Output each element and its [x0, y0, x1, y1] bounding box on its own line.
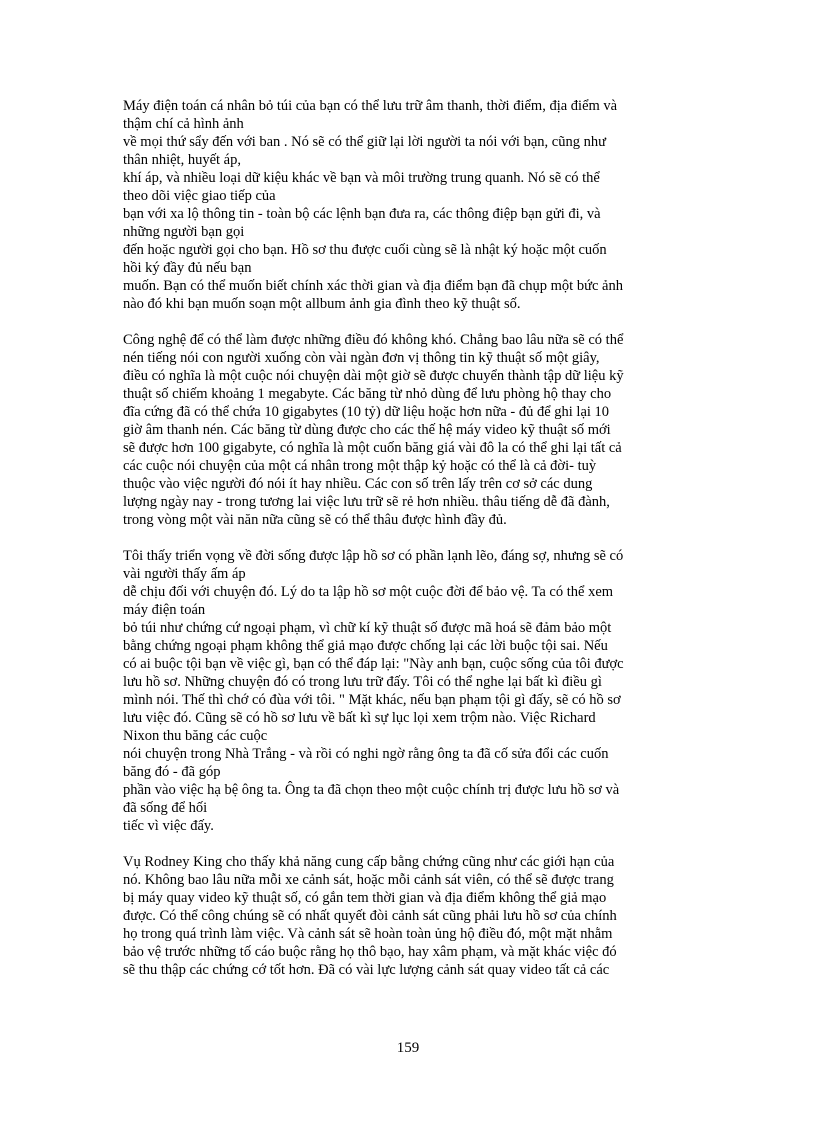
- text-line: điều có nghĩa là một cuộc nói chuyện dài một giờ sẽ được chuyển thành tập dữ liệu kỹ: [123, 368, 624, 384]
- text-line: lưu việc đó. Cũng sẽ có hồ sơ lưu về bất kì sự lục lọi xem trộm nào. Việc Richard: [123, 710, 596, 726]
- text-line: đến hoặc người gọi cho bạn. Hồ sơ thu được cuối cùng sẽ là nhật ký hoặc một cuốn: [123, 242, 607, 258]
- body-text: [123, 97, 695, 997]
- text-line: nói chuyện trong Nhà Trắng - và rồi có nghi ngờ rằng ông ta đã cố sửa đổi các cuốn: [123, 746, 609, 762]
- text-line: bỏ túi như chứng cứ ngoại phạm, vì chữ kí kỹ thuật số được mã hoá sẽ đảm bảo một: [123, 620, 612, 636]
- text-line: nào đó khi bạn muốn soạn một allbum ảnh gia đình theo kỹ thuật số.: [123, 296, 521, 312]
- paragraph: [123, 547, 695, 835]
- text-line: muốn. Bạn có thể muốn biết chính xác thời gian và địa điểm bạn đã chụp một bức ảnh: [123, 278, 623, 294]
- text-line: dễ chịu đối với chuyện đó. Lý do ta lập hồ sơ một cuộc đời để bảo vệ. Ta có thể xem: [123, 584, 614, 600]
- text-line: băng đó - đã góp: [123, 764, 221, 780]
- text-line: đã sống để hối: [123, 800, 208, 816]
- text-line: hồi ký đầy đủ nếu bạn: [123, 260, 252, 276]
- text-line: những người bạn gọi: [123, 224, 245, 240]
- text-line: có ai buộc tội bạn về việc gì, bạn có thể đáp lại: "Này anh bạn, cuộc sống của tôi được: [123, 656, 624, 672]
- text-line: Công nghệ để có thể làm được những điều đó không khó. Chẳng bao lâu nữa sẽ có thể: [123, 332, 624, 348]
- text-line: bằng chứng ngoại phạm không thể giả mạo được chống lại các lời buộc tội sai. Nếu: [123, 638, 608, 654]
- text-line: mình nói. Thế thì chớ có đùa với tôi. " Mặt khác, nếu bạn phạm tội gì đấy, sẽ có hồ sơ: [123, 692, 621, 708]
- text-line: về mọi thứ sẩy đến với ban . Nó sẽ có thể giữ lại lời người ta nói với bạn, cũng như: [123, 134, 606, 150]
- text-line: thuộc vào việc người đó nói ít hay nhiều. Các con số trên lấy trên cơ sở các dung: [123, 476, 593, 492]
- text-line: giờ âm thanh nén. Các băng từ dùng được cho các thế hệ máy video kỹ thuật số mới: [123, 422, 611, 438]
- text-line: thậm chí cả hình ảnh: [123, 116, 244, 132]
- text-line: Tôi thấy triển vọng về đời sống được lập hồ sơ có phần lạnh lẽo, đáng sợ, nhưng sẽ có: [123, 548, 624, 564]
- text-line: Vụ Rodney King cho thấy khả năng cung cấp bằng chứng cũng như các giới hạn của: [123, 854, 615, 870]
- text-line: bảo vệ trước những tố cáo buộc rằng họ thô bạo, hay xâm phạm, và mặt khác việc đó: [123, 944, 617, 960]
- text-line: sẽ thu thập các chứng cớ tốt hơn. Đã có vài lực lượng cảnh sát quay video tất cả các: [123, 962, 610, 978]
- page-number: 159: [396, 1040, 420, 1056]
- text-line: vài người thấy ấm áp: [123, 566, 246, 582]
- text-line: bạn với xa lộ thông tin - toàn bộ các lệnh bạn đưa ra, các thông điệp bạn gửi đi, và: [123, 206, 601, 222]
- text-line: họ trong quá trình làm việc. Và cảnh sát sẽ hoàn toàn ủng hộ điều đó, một mặt nhằm: [123, 926, 613, 942]
- text-line: thân nhiệt, huyết áp,: [123, 152, 241, 168]
- text-line: thuật số chiếm khoảng 1 megabyte. Các băng từ nhỏ dùng để lưu phòng hộ thay cho: [123, 386, 612, 402]
- text-line: trong vòng một vài năn nữa cũng sẽ có thể thâu được hình đầy đủ.: [123, 512, 507, 528]
- text-line: phần vào việc hạ bệ ông ta. Ông ta đã chọn theo một cuộc chính trị được lưu hồ sơ và: [123, 782, 620, 798]
- text-line: nén tiếng nói con người xuống còn vài ngàn đơn vị thông tin kỹ thuật số một giây,: [123, 350, 600, 366]
- text-line: lưu hồ sơ. Những chuyện đó có trong lưu trữ đấy. Tôi có thể nghe lại bất kì điều gì: [123, 674, 602, 690]
- text-line: tiếc vì việc đấy.: [123, 818, 214, 834]
- text-line: được. Có thể công chúng sẽ có nhất quyết đòi cảnh sát cũng phải lưu hồ sơ của chính: [123, 908, 617, 924]
- text-line: đĩa cứng đã có thể chứa 10 gigabytes (10 tỷ) dữ liệu hoặc hơn nữa - đủ để ghi lại 10: [123, 404, 610, 420]
- paragraph: [123, 97, 695, 313]
- text-line: bị máy quay video kỹ thuật số, có gắn tem thời gian và địa điểm không thể giả mạo: [123, 890, 607, 906]
- text-line: lượng ngày nay - trong tương lai việc lưu trữ sẽ rẻ hơn nhiều. thâu tiếng dễ đã đành,: [123, 494, 610, 510]
- text-line: nó. Không bao lâu nữa mỗi xe cảnh sát, hoặc mỗi cảnh sát viên, có thể sẽ được trang: [123, 872, 614, 888]
- text-line: Nixon thu băng các cuộc: [123, 728, 268, 744]
- text-line: khí áp, và nhiều loại dữ kiệu khác về bạn và môi trường trung quanh. Nó sẽ có thể: [123, 170, 600, 186]
- text-line: Máy điện toán cá nhân bỏ túi của bạn có thể lưu trữ âm thanh, thời điểm, địa điểm và: [123, 98, 618, 114]
- text-line: các cuộc nói chuyện của một cá nhân trong một thập kỷ hoặc có thể là cả đời- tuỳ: [123, 458, 597, 474]
- text-line: máy điện toán: [123, 602, 206, 618]
- text-line: sẽ được hơn 100 gigabyte, có nghĩa là một cuốn băng giá vài đô la có thể ghi lại tất cả: [123, 440, 622, 456]
- text-line: theo dõi việc giao tiếp của: [123, 188, 276, 204]
- paragraph: [123, 853, 695, 979]
- paragraph: [123, 331, 695, 529]
